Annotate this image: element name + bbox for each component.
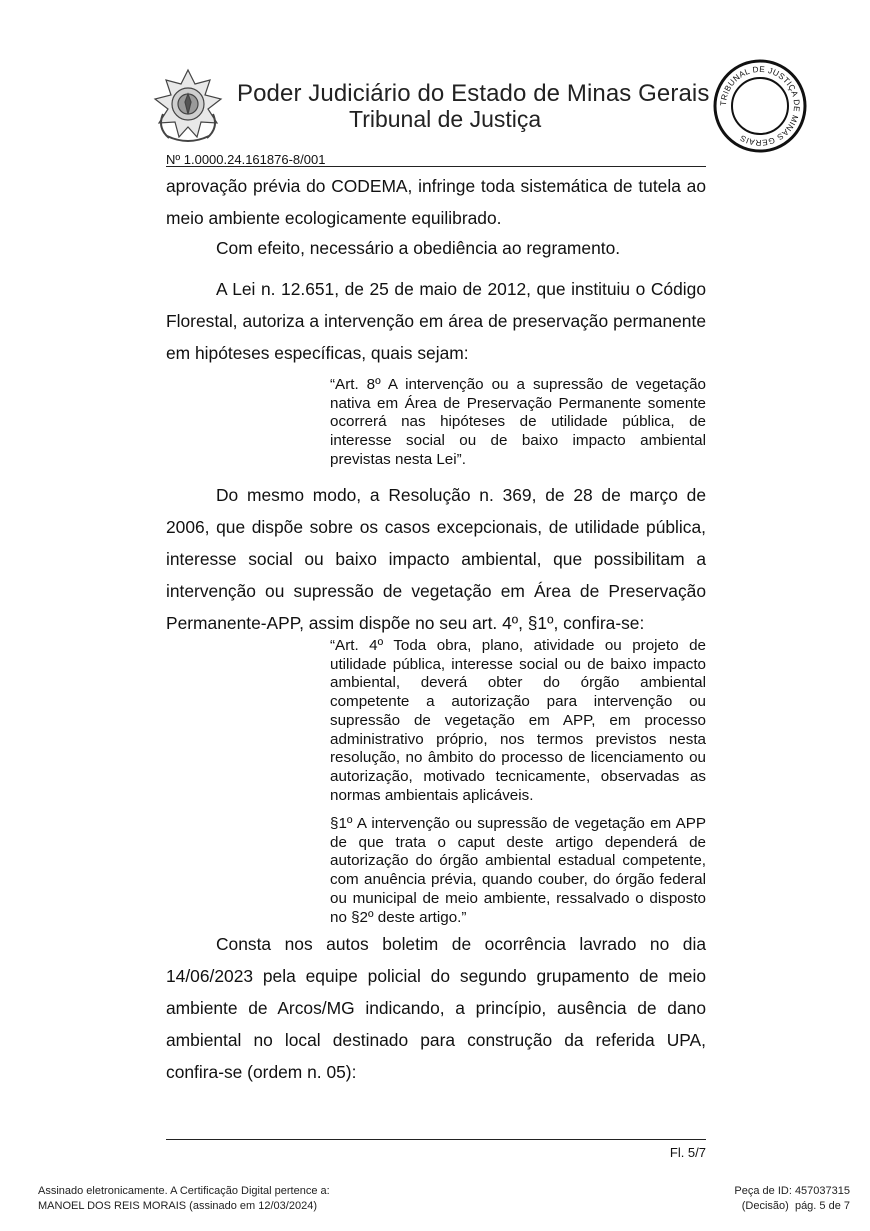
paragraph: Consta nos autos boletim de ocorrência lavrado no dia 14/06/2023 pela equipe policial do segundo grupamento de meio ambiente de Arcos/MG indicando, a princípio, ausência de dano ambiental no local destinado para construção da referida UPA, confira-se (ordem n. 05): xyxy=(166,934,706,1082)
page-info: (Decisão) pág. 5 de 7 xyxy=(741,1200,850,1212)
header-divider xyxy=(166,166,706,167)
piece-id: Peça de ID: 457037315 xyxy=(734,1185,850,1197)
page-folio: Fl. 5/7 xyxy=(669,1145,706,1160)
process-number: Nº 1.0000.24.161876-8/001 xyxy=(166,152,326,167)
svg-text:TRIBUNAL DE JUSTIÇA DE MINAS G: TRIBUNAL DE JUSTIÇA DE MINAS GERAIS xyxy=(718,64,802,148)
block-quote: “Art. 8º A intervenção ou a supressão de vegetação nativa em Área de Preservação Permanente somente ocorrerá nas hipóteses de utilidade pública, de interesse social ou de baixo impacto ambiental previstas nesta Lei”. xyxy=(330,376,706,468)
paragraph: Com efeito, necessário a obediência ao regramento. xyxy=(216,238,621,258)
paragraph: A Lei n. 12.651, de 25 de maio de 2012, que instituiu o Código Florestal, autoriza a intervenção em área de preservação permanente em hipóteses específicas, quais sejam: xyxy=(166,279,706,363)
signature-info xyxy=(38,1184,330,1214)
signature-line: Assinado eletronicamente. A Certificação Digital pertence a: xyxy=(38,1185,330,1197)
block-quote: “Art. 4º Toda obra, plano, atividade ou projeto de utilidade pública, interesse social ou de baixo impacto ambiental, deverá obter do órgão ambiental competente a autorização para intervenção ou supressão de vegetação em APP, em processo administrativo próprio, nos termos previstos nesta resolução, no âmbito do processo de licenciamento ou autorização, motivado tecnicamente, observadas as normas ambientais aplicáveis. xyxy=(330,637,706,804)
paragraph: Do mesmo modo, a Resolução n. 369, de 28 de março de 2006, que dispõe sobre os casos excepcionais, de utilidade pública, interesse social ou baixo impacto ambiental, que possibilitam a intervenção ou supressão de vegetação em Área de Preservação Permanente-APP, assim dispõe no seu art. 4º, §1º, confira-se: xyxy=(166,485,706,633)
signer-name: MANOEL DOS REIS MORAIS (assinado em 12/03/2024) xyxy=(38,1200,317,1212)
block-quote: §1º A intervenção ou supressão de vegetação em APP de que trata o caput deste artigo dependerá de autorização do órgão ambiental estadual competente, com anuência prévia, quando couber, do órgão federal ou municipal de meio ambiente, ressalvado o disposto no §2º deste artigo.” xyxy=(330,815,706,926)
seal-stamp-icon xyxy=(712,58,808,154)
paragraph: aprovação prévia do CODEMA, infringe toda sistemática de tutela ao meio ambiente ecologicamente equilibrado. xyxy=(166,176,706,228)
court-title: Poder Judiciário do Estado de Minas Gerais xyxy=(237,80,710,107)
coat-of-arms-icon xyxy=(147,66,229,146)
court-subtitle: Tribunal de Justiça xyxy=(349,106,542,132)
footer-divider xyxy=(166,1139,706,1140)
document-id-info xyxy=(734,1184,850,1214)
